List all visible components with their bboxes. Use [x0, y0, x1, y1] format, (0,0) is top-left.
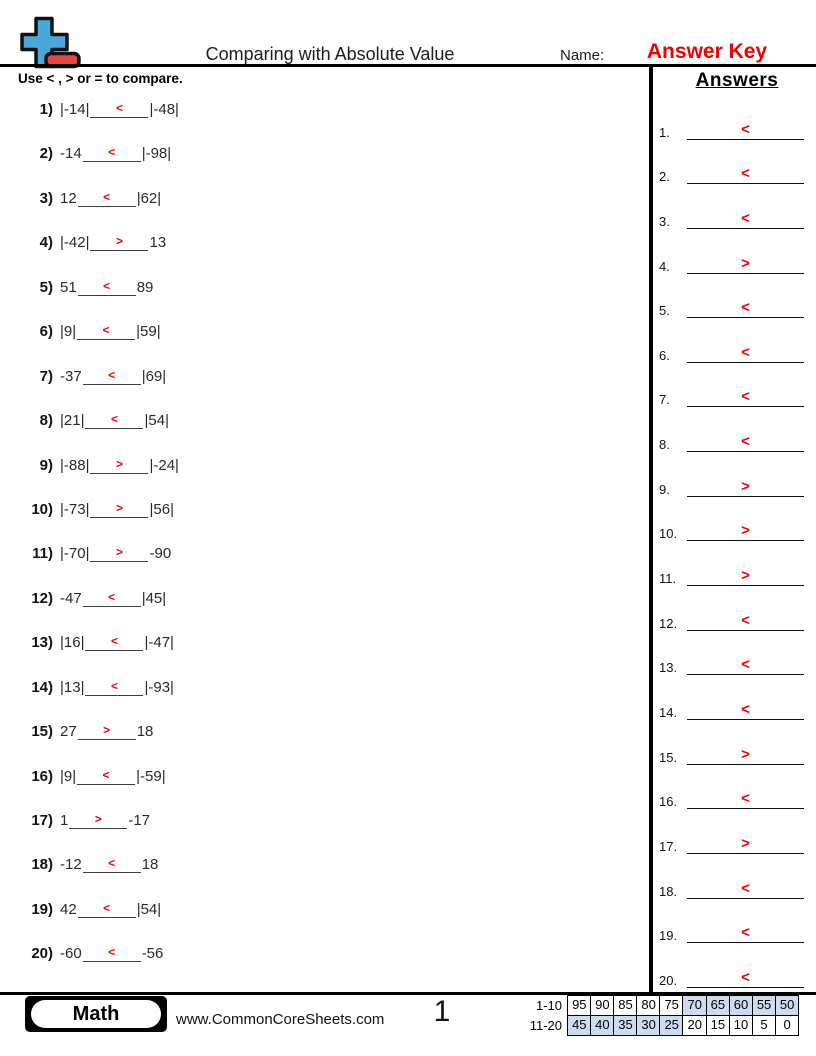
website-text: www.CommonCoreSheets.com: [176, 1011, 385, 1028]
score-cell: 15: [706, 1015, 731, 1036]
problem-number: 11): [32, 545, 53, 563]
problem-answer-blank: <: [83, 856, 141, 873]
problem-answer-blank: <: [85, 679, 143, 696]
answer-number: 10.: [659, 526, 678, 542]
answer-number: 17.: [659, 838, 678, 854]
answer-number: 19.: [659, 928, 678, 944]
answer-row: [659, 452, 804, 497]
answer-value-line: <: [687, 881, 804, 899]
problem-left-operand: |-14|: [60, 101, 90, 118]
answer-row: [659, 95, 804, 140]
answer-row: [659, 631, 804, 676]
answer-row: [659, 140, 804, 185]
answer-number: 11.: [659, 571, 677, 587]
answer-row: [659, 318, 804, 363]
answer-value-line: >: [687, 836, 804, 854]
problem-left-operand: 51: [60, 278, 77, 296]
problem-number: 5): [39, 278, 53, 296]
problem-row: [26, 234, 606, 278]
score-cell: 85: [613, 995, 638, 1016]
problem-number: 2): [39, 145, 53, 163]
problem-answer-blank: >: [78, 723, 136, 740]
problem-number: 10): [31, 500, 53, 518]
problem-right-operand: |45|: [141, 589, 167, 607]
score-cell: 45: [567, 1015, 592, 1036]
answer-value-line: <: [687, 613, 804, 631]
problem-row: [26, 856, 606, 900]
problem-right-operand: |-59|: [136, 767, 166, 785]
answer-number: 16.: [659, 794, 678, 810]
answer-row: [659, 184, 804, 229]
problem-number: 13): [31, 634, 53, 652]
problem-left-operand: |9|: [60, 767, 77, 785]
problem-number: 1): [39, 101, 53, 118]
score-cell: 80: [636, 995, 661, 1016]
problem-number: 17): [31, 812, 53, 829]
worksheet-title: Comparing with Absolute Value: [205, 44, 455, 64]
problem-row: [26, 101, 606, 145]
problem-number: 15): [31, 723, 53, 741]
problem-answer-blank: <: [77, 323, 135, 340]
score-cell: 0: [775, 1015, 800, 1036]
problem-right-operand: -56: [141, 945, 164, 963]
problem-answer-blank: >: [69, 812, 127, 829]
problem-answer-blank: <: [83, 590, 141, 607]
problem-row: [26, 412, 606, 456]
problem-row: [26, 145, 606, 189]
answer-value-line: <: [687, 970, 804, 988]
problem-right-operand: 89: [136, 278, 154, 296]
answer-number: 6.: [659, 347, 670, 363]
problem-answer-blank: <: [83, 945, 141, 962]
instruction-text: Use < , > or = to compare.: [18, 71, 183, 86]
problem-answer-blank: >: [90, 457, 148, 474]
score-row-1: [529, 995, 799, 1016]
score-cell: 25: [659, 1015, 684, 1036]
problem-row: [26, 590, 606, 634]
problem-right-operand: -17: [128, 812, 151, 829]
problem-left-operand: 1: [60, 812, 69, 829]
problem-number: 8): [39, 412, 53, 430]
problem-left-operand: |-42|: [60, 234, 90, 252]
answer-number: 3.: [659, 213, 670, 229]
problem-number: 18): [31, 856, 53, 874]
answer-number: 18.: [659, 883, 678, 899]
problem-right-operand: |-24|: [149, 456, 179, 474]
problem-row: [26, 812, 606, 856]
problem-right-operand: |-47|: [144, 634, 174, 652]
problem-right-operand: |54|: [136, 900, 162, 918]
score-cell: 50: [775, 995, 800, 1016]
problem-row: [26, 501, 606, 545]
problems-list: [26, 101, 606, 990]
score-cell: 75: [659, 995, 684, 1016]
problem-number: 19): [31, 900, 53, 918]
problem-left-operand: |13|: [60, 678, 85, 696]
answer-number: 14.: [659, 704, 678, 720]
problem-answer-blank: <: [78, 901, 136, 918]
score-cell: 60: [729, 995, 754, 1016]
problem-right-operand: |54|: [144, 412, 169, 430]
score-row-2: [529, 1015, 799, 1036]
problem-number: 9): [39, 456, 53, 474]
problem-answer-blank: <: [78, 279, 136, 296]
problem-number: 12): [31, 589, 53, 607]
answers-panel-divider: [649, 64, 653, 993]
problem-right-operand: 18: [141, 856, 159, 874]
answer-value-line: <: [687, 122, 804, 140]
problem-answer-blank: <: [90, 101, 148, 118]
problem-left-operand: 12: [60, 189, 77, 207]
score-row-2-label: 11-20: [529, 1017, 562, 1033]
answer-value-line: <: [687, 211, 804, 229]
problem-answer-blank: <: [78, 190, 136, 207]
problem-row: [26, 945, 606, 989]
problem-answer-blank: <: [83, 145, 141, 162]
answers-list: [659, 95, 804, 988]
answer-number: 1.: [659, 124, 670, 140]
answer-value-line: <: [687, 345, 804, 363]
problem-left-operand: |21|: [60, 412, 85, 430]
answer-row: [659, 765, 804, 810]
answer-value-line: <: [687, 300, 804, 318]
header-divider: [0, 64, 816, 67]
problem-right-operand: |56|: [149, 500, 174, 518]
problem-row: [26, 634, 606, 678]
answer-value-line: >: [687, 479, 804, 497]
score-cell: 40: [590, 1015, 615, 1036]
problem-answer-blank: <: [83, 368, 141, 385]
answer-value-line: <: [687, 434, 804, 452]
page-number: 1: [433, 995, 451, 1028]
answer-number: 4.: [659, 258, 670, 274]
answer-value-line: >: [687, 256, 804, 274]
problem-answer-blank: >: [90, 501, 148, 518]
problem-answer-blank: >: [90, 545, 148, 562]
answer-row: [659, 675, 804, 720]
problem-answer-blank: >: [90, 234, 148, 251]
problem-left-operand: -60: [60, 945, 82, 963]
problem-number: 16): [31, 767, 53, 785]
problem-row: [26, 190, 606, 234]
problem-left-operand: |-70|: [60, 545, 90, 563]
answer-number: 9.: [659, 481, 670, 497]
answers-title: Answers: [695, 70, 779, 91]
problem-left-operand: 27: [60, 723, 77, 741]
answer-value-line: >: [687, 523, 804, 541]
problem-answer-blank: <: [85, 634, 143, 651]
answer-number: 8.: [659, 437, 670, 453]
answer-number: 7.: [659, 392, 670, 408]
problem-right-operand: 18: [136, 723, 154, 741]
answer-value-line: <: [687, 657, 804, 675]
problem-number: 6): [39, 323, 53, 341]
subject-badge-label: Math: [31, 1000, 161, 1028]
problem-right-operand: |-48|: [149, 101, 179, 118]
problem-number: 4): [39, 234, 53, 252]
problem-row: [26, 368, 606, 412]
answer-row: [659, 229, 804, 274]
answer-number: 20.: [659, 972, 678, 988]
answer-row: [659, 943, 804, 988]
answer-value-line: >: [687, 568, 804, 586]
problem-row: [26, 279, 606, 323]
problem-left-operand: |9|: [60, 323, 77, 341]
answer-row: [659, 854, 804, 899]
answer-value-line: <: [687, 389, 804, 407]
answer-value-line: >: [687, 747, 804, 765]
answer-value-line: <: [687, 925, 804, 943]
answer-value-line: <: [687, 791, 804, 809]
score-cell: 90: [590, 995, 615, 1016]
answer-row: [659, 407, 804, 452]
problem-right-operand: |62|: [136, 189, 162, 207]
answer-row: [659, 497, 804, 542]
problem-row: [26, 323, 606, 367]
answer-key-text: Answer Key: [646, 40, 768, 63]
name-label: Name:: [560, 47, 605, 64]
problem-row: [26, 457, 606, 501]
score-row-1-label: 1-10: [535, 998, 562, 1013]
problem-left-operand: 42: [60, 900, 77, 918]
answer-row: [659, 363, 804, 408]
problem-left-operand: |-88|: [60, 456, 90, 474]
answer-row: [659, 809, 804, 854]
answer-number: 2.: [659, 169, 670, 185]
score-cell: 95: [567, 995, 592, 1016]
answer-row: [659, 541, 804, 586]
problem-left-operand: |-73|: [60, 500, 90, 518]
answer-row: [659, 720, 804, 765]
score-cell: 10: [729, 1015, 754, 1036]
problem-number: 20): [31, 945, 53, 963]
answer-row: [659, 274, 804, 319]
subject-badge: [25, 996, 167, 1032]
problem-right-operand: -90: [149, 545, 172, 563]
answer-row: [659, 586, 804, 631]
answer-row: [659, 899, 804, 944]
answer-number: 12.: [659, 615, 678, 631]
problem-left-operand: -14: [60, 145, 82, 163]
score-cell: 5: [752, 1015, 777, 1036]
problem-right-operand: 13: [149, 234, 167, 252]
problem-right-operand: |69|: [141, 367, 167, 385]
score-cell: 20: [682, 1015, 707, 1036]
problem-row: [26, 723, 606, 767]
answer-number: 15.: [659, 749, 678, 765]
problem-answer-blank: <: [85, 412, 143, 429]
score-cell: 55: [752, 995, 777, 1016]
answer-number: 5.: [659, 303, 670, 319]
problem-row: [26, 545, 606, 589]
problem-right-operand: |-98|: [141, 145, 172, 163]
problem-left-operand: -12: [60, 856, 82, 874]
problem-right-operand: |59|: [136, 323, 161, 341]
problem-number: 7): [39, 367, 53, 385]
answer-value-line: <: [687, 166, 804, 184]
problem-number: 3): [39, 189, 53, 207]
problem-row: [26, 768, 606, 812]
answer-number: 13.: [659, 660, 678, 676]
problem-left-operand: -47: [60, 589, 82, 607]
score-cell: 30: [636, 1015, 661, 1036]
problem-left-operand: -37: [60, 367, 82, 385]
score-cell: 65: [706, 995, 731, 1016]
problem-left-operand: |16|: [60, 634, 85, 652]
answer-value-line: <: [687, 702, 804, 720]
score-cell: 70: [682, 995, 707, 1016]
problem-answer-blank: <: [77, 768, 135, 785]
problem-row: [26, 679, 606, 723]
score-table: [529, 995, 799, 1036]
score-cell: 35: [613, 1015, 638, 1036]
problem-right-operand: |-93|: [144, 678, 174, 696]
problem-row: [26, 901, 606, 945]
problem-number: 14): [31, 678, 53, 696]
